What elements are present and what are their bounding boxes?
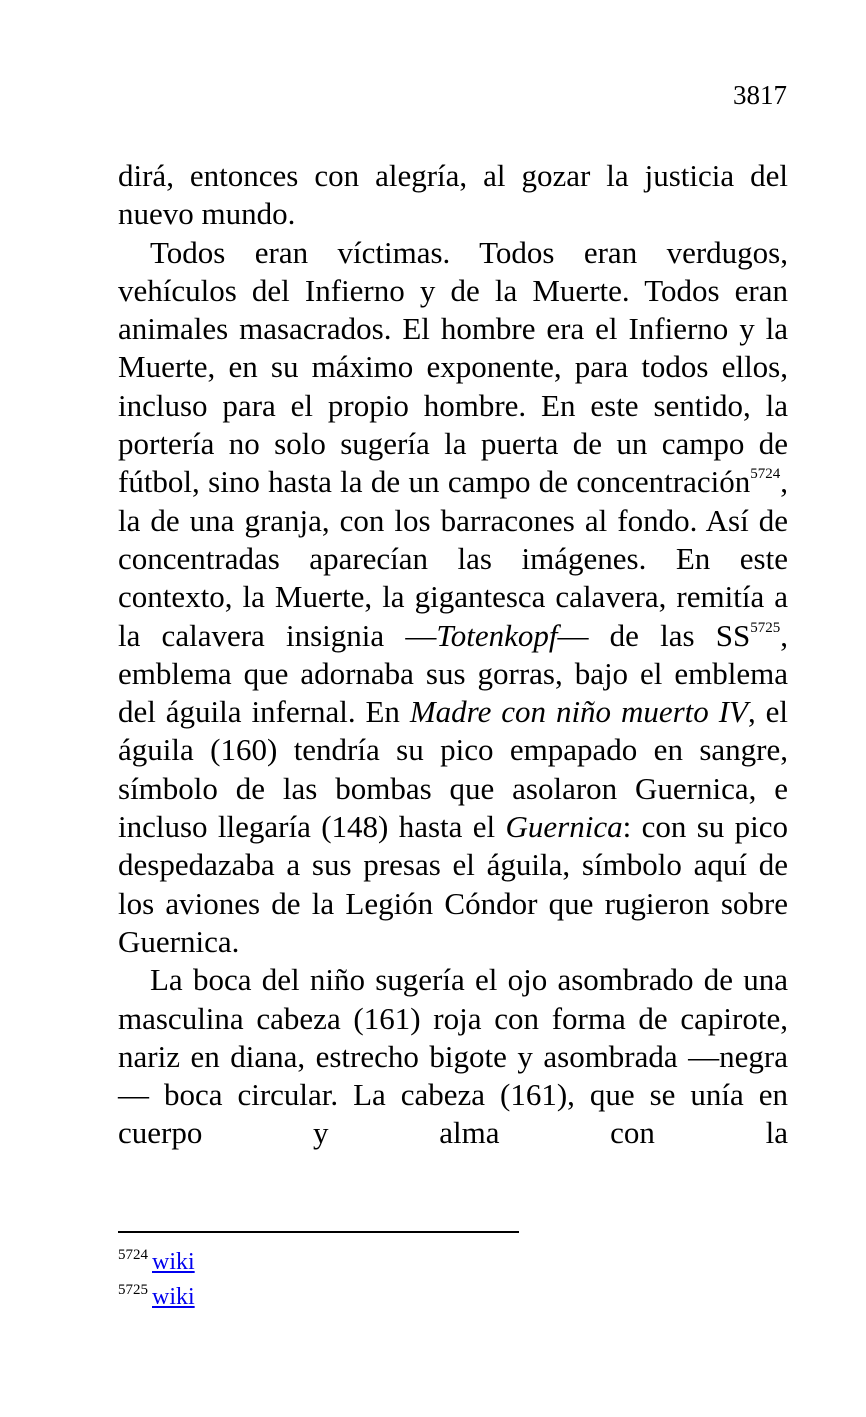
- footnote-number: 5725: [118, 1282, 148, 1298]
- footnote-ref-5725[interactable]: 5725: [750, 619, 781, 636]
- paragraph-2-text-1: Todos eran víctimas. Todos eran verdugos, vehículos del Infierno y de la Muerte. Todos eran animales masacrados. El hombre era el Infierno y la Muerte, en su máximo exponente, para todos ellos, incluso para el propio hombre. En este sentido, la portería no solo sugería la puerta de un campo de fútbol, sino hasta la de un campo de concentración: [118, 234, 788, 500]
- paragraph-2-text-4: , emblema que adornaba sus gorras, bajo el emblema del águila infernal. En: [118, 617, 788, 730]
- paragraph-2-text-5: , el águila (160) tendría su pico empapado en sangre, símbolo de las bombas que asolaron Guernica, e incluso llegaría (148) hasta el: [118, 694, 789, 845]
- italic-totenkopf: Totenkopf: [436, 617, 558, 653]
- footnote-ref-5724[interactable]: 5724: [750, 466, 781, 483]
- footnote-link-wiki[interactable]: wiki: [152, 1249, 195, 1275]
- paragraph-2-text-6: : con su pico despedazaba a sus presas el águila, símbolo aquí de los aviones de la Legión Cóndor que rugieron sobre Guernica.: [118, 809, 789, 959]
- page-number: 3817: [733, 80, 787, 110]
- paragraph-2-text-3: — de las SS: [557, 617, 751, 653]
- footnote-divider: [118, 1231, 519, 1233]
- footnote-link-wiki[interactable]: wiki: [152, 1284, 195, 1310]
- footnotes: [118, 1246, 195, 1316]
- italic-artwork-title: Madre con niño muerto IV: [409, 694, 748, 730]
- footnote-5724: [118, 1246, 195, 1281]
- paragraph-3: La boca del niño sugería el ojo asombrado de una masculina cabeza (161) roja con forma de capirote, nariz en diana, estrecho bigote y asombrada —negra— boca circular. La cabeza (161), que se unía en cuerpo y alma con la: [118, 962, 788, 1151]
- paragraph-2-text-2: , la de una granja, con los barracones al fondo. Así de concentradas aparecían las imágenes. En este contexto, la Muerte, la gigantesca calavera, remitía a la calavera insignia —: [118, 464, 788, 653]
- italic-guernica: Guernica: [505, 809, 623, 845]
- footnote-5725: [118, 1281, 195, 1316]
- body-text: [118, 157, 788, 1153]
- paragraph-1: dirá, entonces con alegría, al gozar la justicia del nuevo mundo.: [118, 158, 788, 232]
- footnote-number: 5724: [118, 1247, 148, 1263]
- paragraph-2: [118, 234, 788, 962]
